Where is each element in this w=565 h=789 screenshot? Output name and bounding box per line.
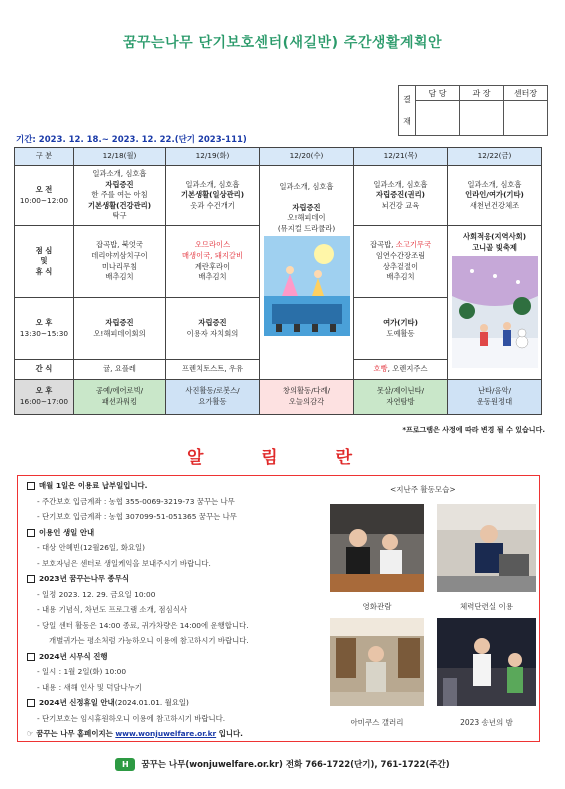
notice-line: - 일시 : 1월 2일(화) 10:00 bbox=[37, 667, 127, 676]
photo-movie bbox=[330, 504, 424, 592]
homepage-line: ☞ 꿈꾸는 나무 홈페이지는 www.wonjuwelfare.or.kr 입니다. bbox=[27, 729, 243, 738]
morning-thu: 일과소개, 심호흡 자립증진(권리) 뇌건강 교육 bbox=[354, 166, 448, 226]
notice-line: - 일정 2023. 12. 29. 금요일 10:00 bbox=[37, 589, 156, 599]
photo-gym bbox=[437, 504, 536, 592]
morning-tue: 일과소개, 심호흡 기본생활(일상관리) 옷과 수건개기 bbox=[166, 166, 260, 226]
notice-heading: 이용인 생일 안내 bbox=[27, 525, 327, 541]
photo-gallery bbox=[330, 618, 424, 706]
schedule-header-row bbox=[15, 148, 542, 166]
header-day: 12/21(목) bbox=[354, 148, 448, 166]
period-label: 기간: 2023. 12. 18.~ 2023. 12. 22.(단기 2023-111) bbox=[16, 135, 247, 145]
snack-thu: 호빵, 오렌지주스 bbox=[354, 360, 448, 380]
morning-row bbox=[15, 166, 542, 226]
evening-label: 오 후 16:00~17:00 bbox=[15, 380, 74, 415]
afternoon-label: 오 후 13:30~15:30 bbox=[15, 298, 74, 360]
notice-title: 알 림 란 bbox=[186, 448, 379, 468]
snack-tue: 프렌치토스트, 우유 bbox=[166, 360, 260, 380]
header-day: 12/20(수) bbox=[260, 148, 354, 166]
org-logo-icon: H bbox=[115, 758, 135, 771]
morning-fri: 일과소개, 심호흡 인라인/여가(기타) 새천년건강체조 bbox=[448, 166, 542, 226]
evening-row bbox=[15, 380, 542, 415]
header-day: 12/22(금) bbox=[448, 148, 542, 166]
lunch-mon: 잡곡밥, 북엇국 데리야끼삼치구이 미나리무침 배추김치 bbox=[74, 226, 166, 298]
musical-poster-image bbox=[264, 236, 350, 336]
lunch-label: 점 심 및 휴 식 bbox=[15, 226, 74, 298]
gallery-title: <지난주 활동모습> bbox=[390, 485, 456, 494]
schedule-note: *프로그램은 사정에 따라 변경 될 수 있습니다. bbox=[402, 426, 545, 434]
lunch-thu: 잡곡밥, 소고기무국 임연수간장조림 상추겉절이 배추김치 bbox=[354, 226, 448, 298]
notice-line: - 주간보호 입금계좌 : 농협 355-0069-3219-73 꿈꾸는 나무 bbox=[37, 496, 235, 506]
lunch-tue: 오므라이스 매생이국, 돼지갈비 계란후라이 배추김치 bbox=[166, 226, 260, 298]
footer-contact: 꿈꾸는 나무(wonjuwelfare.or.kr) 전화 766-1722(단기), 761-1722(주간) bbox=[141, 760, 450, 770]
notice-line: - 내용 기념식, 차년도 프로그램 소개, 점심식사 bbox=[37, 605, 187, 614]
evening-mon: 공예/에어로빅/ 패션과워킹 bbox=[74, 380, 166, 415]
footer bbox=[0, 758, 565, 771]
header-gubun: 구 분 bbox=[15, 148, 74, 166]
evening-fri: 난타/음악/ 운동원정대 bbox=[448, 380, 542, 415]
notice-heading: 2024년 시무식 진행 bbox=[27, 649, 327, 665]
approval-side-label: 결 재 bbox=[399, 86, 416, 136]
friday-outing-cell: 사회적응(지역사회) 고니골 빛축제 bbox=[448, 226, 542, 380]
notice-line: - 당일 센터 활동은 14:00 종료, 귀가차량은 14:00에 운행합니다. bbox=[37, 620, 249, 630]
notice-line: - 보호자님은 센터로 생일케익을 보내주시기 바랍니다. bbox=[37, 558, 211, 568]
header-day: 12/18(월) bbox=[74, 148, 166, 166]
homepage-link[interactable]: www.wonjuwelfare.or.kr bbox=[115, 729, 217, 738]
photo-caption: 영화관람 bbox=[362, 602, 392, 611]
notice-list bbox=[27, 478, 327, 742]
notice-line: - 내용 : 새해 인사 및 덕담나누기 bbox=[37, 682, 142, 692]
wednesday-cell: 일과소개, 심호흡 자립증진 오!해피데이 (뮤지컬 드라큘라) bbox=[260, 166, 354, 380]
snack-label: 간 식 bbox=[15, 360, 74, 380]
notice-line: - 단기보호 입금계좌 : 농협 307099-51-051365 꿈꾸는 나무 bbox=[37, 512, 237, 521]
checkbox-icon bbox=[27, 529, 35, 537]
evening-tue: 사진활동/로봇스/ 요가활동 bbox=[166, 380, 260, 415]
approval-table bbox=[398, 85, 548, 136]
approval-col-manager: 담 당 bbox=[416, 86, 460, 101]
checkbox-icon bbox=[27, 653, 35, 661]
afternoon-thu: 여가(기타) 도예활동 bbox=[354, 298, 448, 360]
schedule-table bbox=[14, 147, 542, 415]
checkbox-icon bbox=[27, 699, 35, 707]
evening-thu: 못살/제이닌타/ 자연탐방 bbox=[354, 380, 448, 415]
approval-sign-cell[interactable] bbox=[460, 101, 504, 136]
morning-label: 오 전 10:00~12:00 bbox=[15, 166, 74, 226]
approval-col-director: 센터장 bbox=[504, 86, 548, 101]
snack-mon: 귤, 요플레 bbox=[74, 360, 166, 380]
page-title: 꿈꾸는나무 단기보호센터(새길반) 주간생활계획안 bbox=[122, 35, 443, 51]
checkbox-icon bbox=[27, 575, 35, 583]
notice-line: 개별귀가는 평소처럼 가능하오니 이용에 참고하시기 바랍니다. bbox=[49, 636, 249, 645]
approval-sign-cell[interactable] bbox=[504, 101, 548, 136]
notice-heading: 매월 1일은 이용료 납부일입니다. bbox=[27, 478, 327, 494]
notice-line: - 단기보호는 임시휴원하오니 이용에 참고하시기 바랍니다. bbox=[37, 713, 226, 723]
afternoon-tue: 자립증진 이용자 자치회의 bbox=[166, 298, 260, 360]
checkbox-icon bbox=[27, 482, 35, 490]
photo-caption: 체력단련실 이용 bbox=[459, 602, 514, 611]
winter-festival-image bbox=[452, 256, 538, 368]
photo-caption: 아미쿠스 갤러리 bbox=[350, 718, 404, 727]
evening-wed: 창의활동/다례/ 오늘의감각 bbox=[260, 380, 354, 415]
header-day: 12/19(화) bbox=[166, 148, 260, 166]
notice-line: - 대상 안혜빈(12월26일, 화요일) bbox=[37, 543, 146, 552]
afternoon-mon: 자립증진 오!해피데이회의 bbox=[74, 298, 166, 360]
morning-mon: 일과소개, 심호흡 자립증진 한 주를 여는 아침 기본생활(건강관리) 탁구 bbox=[74, 166, 166, 226]
photo-caption: 2023 송년의 밤 bbox=[460, 718, 513, 727]
notice-heading: 2023년 꿈꾸는나무 종무식 bbox=[27, 571, 327, 587]
photo-yearend bbox=[437, 618, 536, 706]
approval-sign-cell[interactable] bbox=[416, 101, 460, 136]
notice-heading: 2024년 신정휴일 안내(2024.01.01. 월요일) bbox=[27, 695, 327, 711]
approval-col-chief: 과 장 bbox=[460, 86, 504, 101]
